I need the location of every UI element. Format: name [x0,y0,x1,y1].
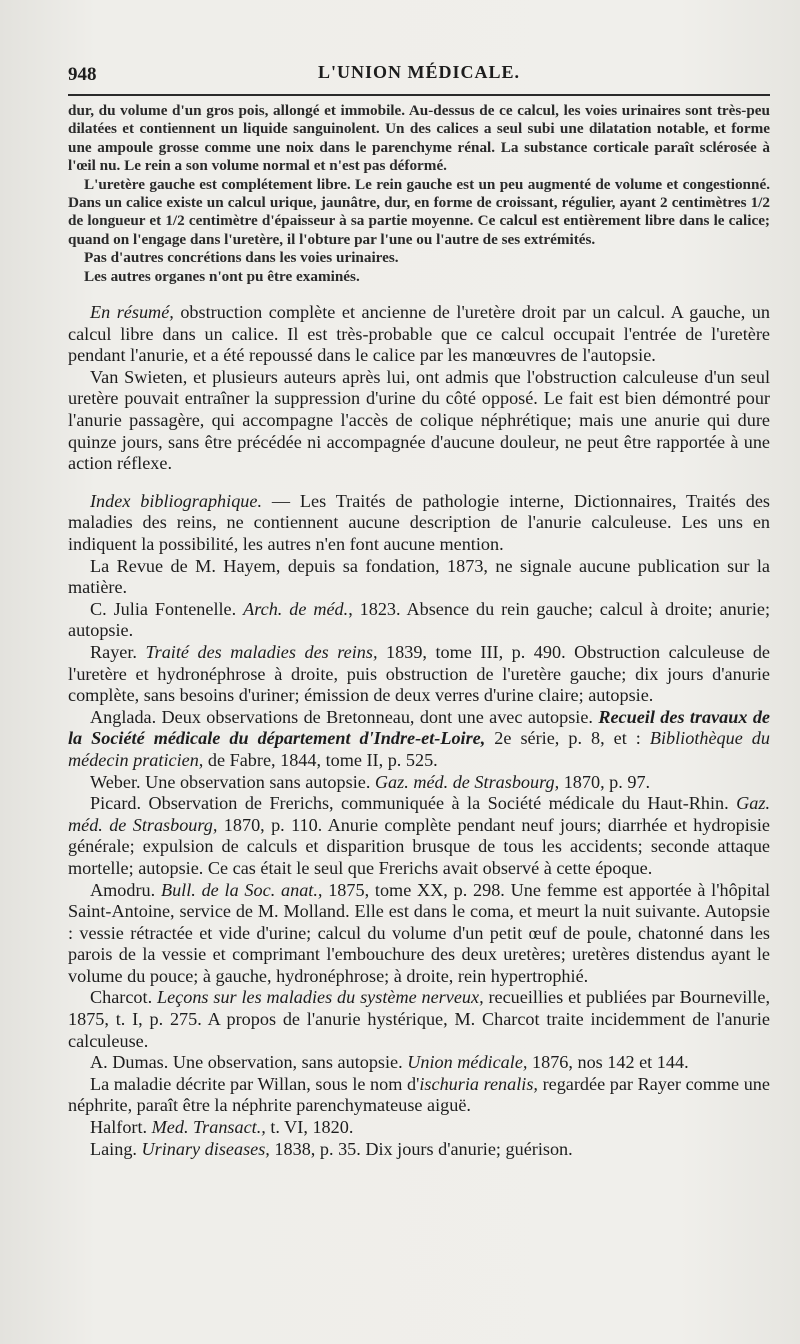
reference-text: 1838, p. 35. Dix jours d'anurie; guérison. [269,1138,573,1159]
reference-author: Halfort. [90,1117,148,1138]
reference-author: Anglada. [90,706,157,727]
reference-charcot [68,987,770,1052]
reference-text: de Fabre, 1844, tome II, p. 525. [203,749,438,770]
reference-text: 1876, nos 142 et 144. [527,1052,689,1073]
reference-text: Une observation, sans autopsie. [168,1052,408,1073]
reference-rayer [68,642,770,707]
paragraph: dur, du volume d'un gros pois, allongé et immobile. Au-dessus de ce calcul, les voies urinaires sont très-peu dilatées et contiennent un liquide sanguinolent. Un des calices a seul subi une dilatation notable, et forme une ampoule grosse comme une noix dans le parenchyme rénal. La substance corticale paraît sclérosée à l'œil nu. Le rein a son volume normal et n'est pas déformé. [68,102,770,175]
reference-julia [68,599,770,642]
reference-text: 1870, p. 110. Anurie complète pendant neuf jours; diarrhée et hydropisie générale; expulsion de calculs et disparition brusque de tous les accidents; seconde attaque mortelle; autopsie. Ce cas était le seul que Frerichs avait observé à cette époque. [68,814,771,878]
reference-journal: Bibliothèque du médecin praticien, [68,728,770,770]
reference-text: 1875, tome XX, p. 298. Une femme est apportée à l'hôpital Saint-Antoine, service de M. Molland. Elle est dans le coma, et meurt la nuit suivante. Autopsie : vessie rétractée et vide d'urine; calcul du volume d'un petit œuf de poule, chatonné dans les parois de la vessie et comprimant l'embouchure des deux uretères; uretères distendus ayant le volume du pouce; à gauche, hydronéphrose; à droite, rein hypertrophié. [68,879,770,986]
willan-text: regardée par Rayer comme une néphrite, paraît être la néphrite parenchymateuse aiguë. [68,1073,770,1116]
reference-text: t. VI, 1820. [265,1117,354,1138]
reference-halfort [68,1117,770,1139]
reference-text: Deux observations de Bretonneau, dont une avec autopsie. [156,706,599,727]
reference-text: 2e série, p. 8, et : [485,728,650,749]
reference-dumas [68,1052,770,1074]
reference-text: , 1823. Absence du rein gauche; calcul à droite; anurie; autopsie. [68,598,770,641]
resume-label: En résumé, [90,302,174,323]
reference-anglada [68,707,770,772]
paragraph: L'uretère gauche est complétement libre. Le rein gauche est un peu augmenté de volume et congestionné. Dans un calice existe un calcul urique, jaunâtre, dur, en forme de croissant, régulier, ayant 2 centimètres 1/2 de longueur et 1/2 centimètre d'épaisseur à sa partie moyenne. Ce calcul est entièrement libre dans le calice; quand on l'engage dans l'uretère, il l'obture par l'une ou l'autre de ses extrémités. [68,175,770,248]
hayem-paragraph: La Revue de M. Hayem, depuis sa fondation, 1873, ne signale aucune publication sur la matière. [68,555,770,598]
reference-journal: Arch. de méd. [243,598,349,619]
reference-amodru [68,880,770,988]
reference-author: Laing. [90,1138,137,1159]
reference-journal: Recueil des travaux de la Société médicale du département d'Indre-et-Loire, [68,706,770,749]
header-rule [68,94,770,96]
reference-journal: Med. Transact., [151,1117,266,1138]
willan-paragraph [68,1074,770,1117]
case-observation [68,102,770,286]
reference-text: Observation de Frerichs, communiquée à la Société médicale du Haut-Rhin. [141,793,737,814]
reference-author: C. Julia Fontenelle. [90,598,237,619]
van-swieten-paragraph: Van Swieten, et plusieurs auteurs après lui, ont admis que l'obstruction calculeuse d'un seul uretère pouvait entraîner la suppression d'urine du côté opposé. Le fait est bien démontré pour l'anurie passagère, qui accompagne l'accès de colique néphrétique; mais une anurie qui dure quinze jours, sans être précédée ni accompagnée d'aucune douleur, ne peut être rapportée à une action réflexe. [68,366,770,474]
willan-text: La maladie décrite par Willan, sous le nom d' [90,1073,420,1094]
reference-text: recueillies et publiées par Bourneville, 1875, t. I, p. 275. A propos de l'anurie hystérique, M. Charcot traite incidemment de l'anurie calculeuse. [68,987,770,1051]
reference-text: 1839, tome III, p. 490. Obstruction calculeuse de l'uretère et hydronéphrose à droite, puis obstruction de l'uretère gauche; dix jours d'anurie complète, sans besoins d'uriner; émission de deux verres d'urine claire; autopsie. [68,641,771,706]
reference-author: A. Dumas. [90,1052,169,1073]
reference-weber [68,772,770,794]
reference-title: Leçons sur les maladies du système nerveux, [156,987,484,1008]
reference-text: Une observation sans autopsie. [140,771,375,792]
page-header [68,50,770,86]
paragraph: Pas d'autres concrétions dans les voies urinaires. [84,249,399,267]
reference-author: Charcot. [90,987,153,1008]
reference-title: Traité des maladies des reins, [145,641,378,662]
page-number: 948 [68,64,97,85]
resume-text: obstruction complète et ancienne de l'uretère droit par un calcul. A gauche, un calcul libre dans un calice. Il est très-probable que ce calcul occupait l'entrée de l'uretère pendant l'anurie, et a été repoussé dans le calice par les manœuvres de l'autopsie. [68,302,770,366]
reference-text: 1870, p. 97. [559,771,651,792]
reference-journal: Gaz. méd. de Strasbourg, [68,793,770,835]
reference-journal: Urinary diseases, [141,1138,270,1159]
index-paragraph [68,491,770,556]
reference-picard [68,793,770,879]
running-title: L'UNION MÉDICALE. [317,62,521,82]
paragraph: Les autres organes n'ont pu être examinés. [84,267,360,285]
index-label: Index bibliographique. [90,490,263,511]
reference-author: Picard. [90,793,142,814]
reference-author: Amodru. [90,879,156,900]
reference-journal: Union médicale, [407,1052,528,1073]
index-text: — Les Traités de pathologie interne, Dictionnaires, Traités des maladies des reins, ne contiennent aucune description de l'anurie calculeuse. Les uns en indiquent la possibilité, les autres n'en font aucune mention. [68,490,770,554]
willan-term: ischuria renalis, [419,1073,538,1094]
reference-journal: Bull. de la Soc. anat., [160,879,323,900]
resume-paragraph [68,302,770,367]
article-body [68,302,770,1160]
reference-author: Rayer. [90,641,137,662]
reference-author: Weber. [90,771,141,792]
reference-journal: Gaz. méd. de Strasbourg, [374,771,560,792]
reference-laing [68,1139,770,1161]
